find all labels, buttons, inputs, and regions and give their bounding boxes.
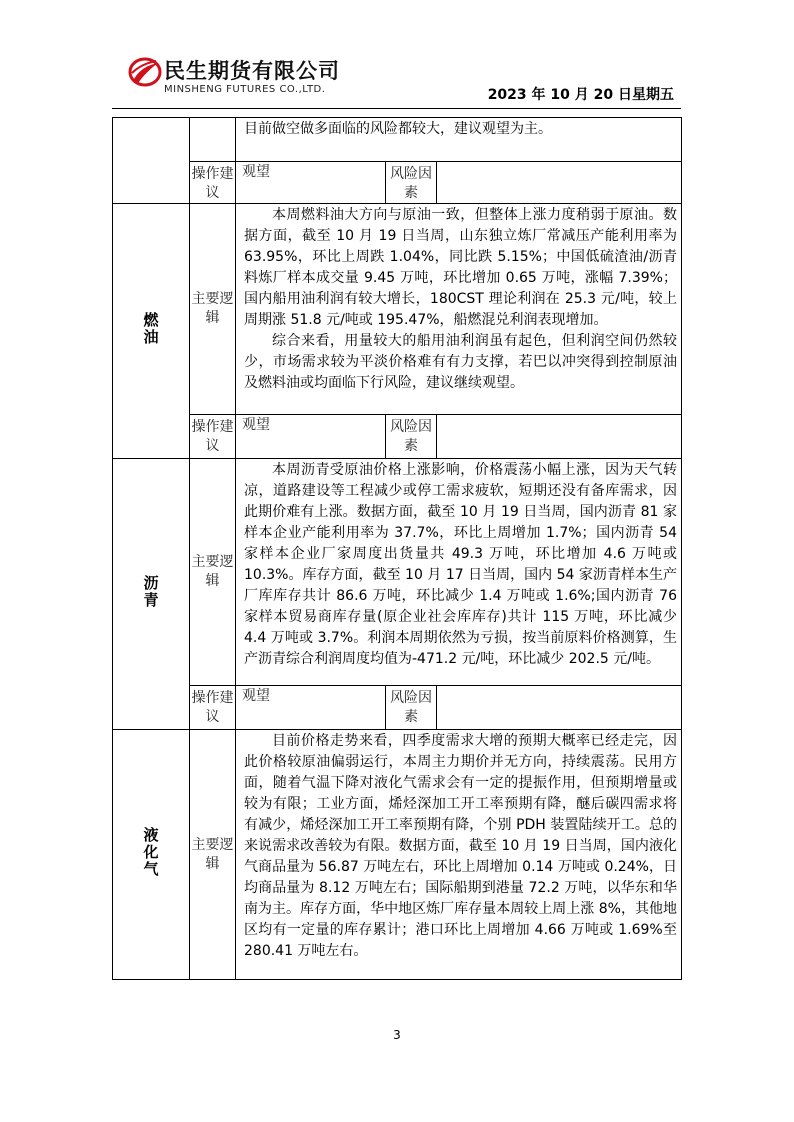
prev-label-cell — [190, 118, 236, 162]
company-name-cn: 民生期货有限公司 — [164, 59, 340, 83]
report-date: 2023 年 10 月 20 日星期五 — [487, 87, 674, 103]
risk-factor-label: 风险因素 — [386, 162, 437, 204]
prev-advice-row — [113, 162, 682, 204]
main-logic-label: 主要逻辑 — [190, 459, 236, 686]
asphalt-section-cell — [113, 459, 190, 730]
main-logic-label: 主要逻辑 — [190, 204, 236, 415]
prev-logic-text — [236, 118, 682, 162]
main-logic-label: 主要逻辑 — [190, 730, 236, 980]
op-advice-value: 观望 — [236, 415, 386, 459]
lpg-logic-row — [113, 730, 682, 980]
risk-factor-label: 风险因素 — [386, 415, 437, 459]
op-advice-label: 操作建议 — [190, 162, 236, 204]
risk-factor-value — [437, 686, 682, 730]
prev-logic-row — [113, 118, 682, 162]
fuel-section-cell — [113, 204, 190, 459]
op-advice-value: 观望 — [236, 162, 386, 204]
asphalt-paragraph-1: 本周沥青受原油价格上涨影响，价格震荡小幅上涨，因为天气转凉，道路建设等工程减少或停工需求疲软，短期还没有备库需求，因此期价难有上涨。数据方面，截至 10 月 19 日当周，国内沥青 81 家样本企业产能利用率为 37.7%，环比上周增加 1.7%；国内沥青 54 家样本企业厂家周度出货量共 49.3 万吨，环比增加 4.6 万吨或 10.3%。库存方面，截至 10 月 17 日当周，国内 54 家沥青样本生产厂库库存共计 86.6 万吨，环比减少 1.4 万吨或 1.6%;国内沥青 76 家样本贸易商库存量(原企业社会库库存)共计 115 万吨，环比减少 4.4 万吨或 3.7%。利润本周期依然为亏损，按当前原料价格测算，生产沥青综合利润周度均值为-471.2 元/吨，环比减少 202.5 元/吨。 — [244, 462, 677, 667]
asphalt-advice-row — [113, 686, 682, 730]
fuel-advice-row — [113, 415, 682, 459]
fuel-logic-row — [113, 204, 682, 415]
op-advice-value: 观望 — [236, 686, 386, 730]
risk-factor-value — [437, 415, 682, 459]
fuel-section-title: 燃油 — [141, 312, 160, 346]
lpg-section-title: 液化气 — [141, 827, 160, 878]
risk-factor-label: 风险因素 — [386, 686, 437, 730]
company-name-en: MINSHENG FUTURES CO.,LTD. — [164, 84, 326, 95]
company-logo — [128, 55, 368, 100]
header-divider — [112, 108, 681, 109]
fuel-paragraph-1: 本周燃料油大方向与原油一致，但整体上涨力度稍弱于原油。数据方面，截至 10 月 19 日当周，山东独立炼厂常减压产能利用率为 63.95%，环比上周跌 1.04%，同比跌 5.15%；中国低硫渣油/沥青料炼厂样本成交量 9.45 万吨，环比增加 0.65 万吨，涨幅 7.39%；国内船用油利润有较大增长，180CST 理论利润在 25.3 元/吨，较上周期涨 51.8 元/吨或 195.47%，船燃混兑利润表现增加。 — [244, 207, 677, 328]
asphalt-logic-row — [113, 459, 682, 686]
fuel-logic-text — [236, 204, 682, 415]
lpg-logic-text — [236, 730, 682, 980]
asphalt-section-title: 沥青 — [141, 575, 160, 609]
prev-section-cell — [113, 118, 190, 204]
page-number: 3 — [393, 1028, 401, 1042]
asphalt-logic-text — [236, 459, 682, 686]
risk-factor-value — [437, 162, 682, 204]
minsheng-logo-icon — [128, 57, 162, 87]
prev-logic-paragraph: 目前做空做多面临的风险都较大，建议观望为主。 — [244, 121, 552, 137]
op-advice-label: 操作建议 — [190, 415, 236, 459]
commodity-table — [112, 117, 682, 980]
lpg-section-cell — [113, 730, 190, 980]
op-advice-label: 操作建议 — [190, 686, 236, 730]
fuel-paragraph-2: 综合来看，用量较大的船用油利润虽有起色，但利润空间仍然较少，市场需求较为平淡价格难有有力支撑，若巴以冲突得到控制原油及燃料油或均面临下行风险，建议继续观望。 — [244, 333, 677, 391]
lpg-paragraph-1: 目前价格走势来看，四季度需求大增的预期大概率已经走完，因此价格较原油偏弱运行，本周主力期价并无方向，持续震荡。民用方面，随着气温下降对液化气需求会有一定的提振作用，但预期增量或较为有限；工业方面，烯烃深加工开工率预期有降，醚后碳四需求将有减少，烯烃深加工开工率预期有降，个别 PDH 装置陆续开工。总的来说需求改善较为有限。数据方面，截至 10 月 19 日当周，国内液化气商品量为 56.87 万吨左右，环比上周增加 0.14 万吨或 0.24%，日均商品量为 8.12 万吨左右；国际船期到港量 72.2 万吨，以华东和华南为主。库存方面，华中地区炼厂库存量本周较上周上涨 8%，其他地区均有一定量的库存累计；港口环比上周增加 4.66 万吨或 1.69%至 280.41 万吨左右。 — [244, 733, 677, 959]
